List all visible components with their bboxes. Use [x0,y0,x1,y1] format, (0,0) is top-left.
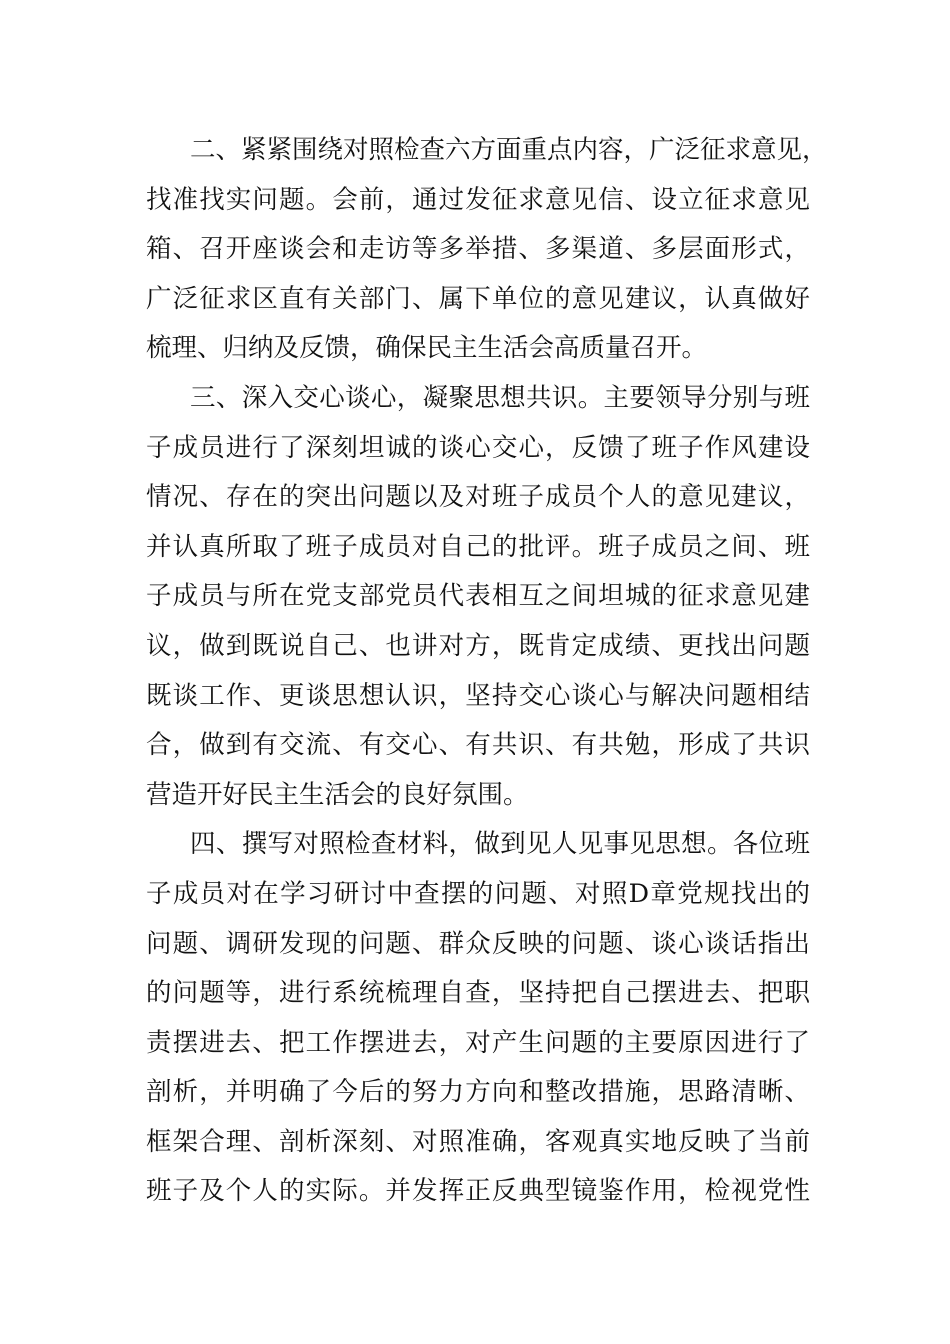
text-line: 子成员对在学习研讨中查摆的问题、对照D章党规找出的 [146,878,810,909]
text-line: 班子及个人的实际。并发挥正反典型镜鉴作用，检视党性 [146,1176,810,1207]
text-line: 梳理、归纳及反馈，确保民主生活会高质量召开。 [146,333,708,364]
text-line: 并认真所取了班子成员对自己的批评。班子成员之间、班 [146,531,810,562]
text-line: 的问题等，进行系统梳理自查，坚持把自己摆进去、把职 [146,978,810,1009]
text-line: 广泛征求区直有关部门、属下单位的意见建议，认真做好 [146,283,810,314]
text-line: 二、紧紧围绕对照检查六方面重点内容，广泛征求意见， [190,135,828,165]
text-line: 问题、调研发现的问题、群众反映的问题、谈心谈话指出 [146,928,810,959]
text-line: 既谈工作、更谈思想认识，坚持交心谈心与解决问题相结 [146,680,810,711]
text-line: 三、深入交心谈心，凝聚思想共识。主要领导分别与班 [190,382,810,413]
paragraph-2 [146,126,828,374]
text-line: 营造开好民主生活会的良好氛围。 [146,779,529,810]
text-line: 子成员进行了深刻坦诚的谈心交心，反馈了班子作风建设 [146,432,810,463]
text-line: 剖析，并明确了今后的努力方向和整改措施，思路清晰、 [146,1077,810,1108]
text-line: 情况、存在的突出问题以及对班子成员个人的意见建议， [146,482,810,513]
text-line: 合，做到有交流、有交心、有共识、有共勉，形成了共识 [146,730,810,761]
document-body [146,126,828,1217]
paragraph-4 [146,820,810,1217]
text-line: 框架合理、剖析深刻、对照准确，客观真实地反映了当前 [146,1126,810,1157]
paragraph-3 [146,374,810,820]
text-line: 找准找实问题。会前，通过发征求意见信、设立征求意见 [146,184,810,215]
text-line: 子成员与所在党支部党员代表相互之间坦城的征求意见建 [146,581,810,612]
text-line: 责摆进去、把工作摆进去，对产生问题的主要原因进行了 [146,1027,810,1058]
text-line: 议，做到既说自己、也讲对方，既肯定成绩、更找出问题 [146,630,810,661]
text-line: 箱、召开座谈会和走访等多举措、多渠道、多层面形式， [146,234,810,265]
text-line: 四、撰写对照检查材料，做到见人见事见思想。各位班 [190,829,810,860]
